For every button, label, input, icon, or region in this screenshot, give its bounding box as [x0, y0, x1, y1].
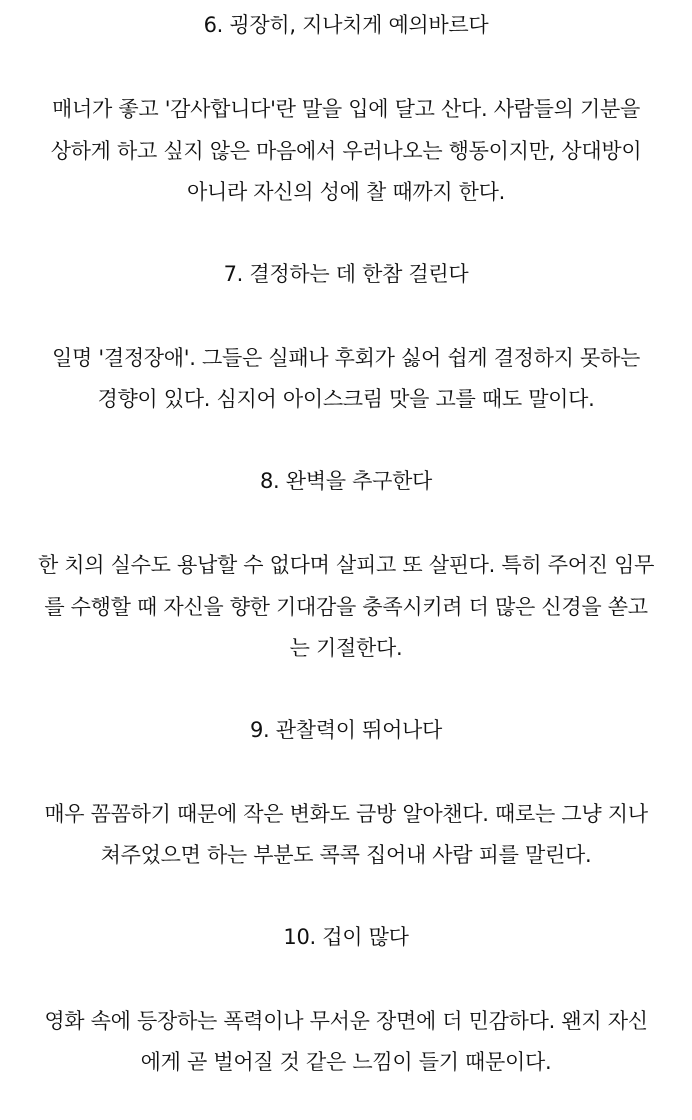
paragraph-line: 매너가 좋고 '감사합니다'란 말을 입에 달고 산다. 사람들의 기분을 — [52, 97, 640, 121]
paragraph-line: 아니라 자신의 성에 찰 때까지 한다. — [186, 180, 506, 204]
paragraph-line: 는 기절한다. — [289, 636, 403, 660]
section-heading: 8. 완벽을 추구한다 — [259, 469, 433, 493]
paragraph-line: 를 수행할 때 자신을 향한 기대감을 충족시키려 더 많은 신경을 쏟고 — [44, 595, 648, 619]
section-heading: 6. 굉장히, 지나치게 예의바르다 — [203, 13, 489, 37]
paragraph-line: 에게 곧 벌어질 것 같은 느낌이 들기 때문이다. — [140, 1050, 552, 1074]
paragraph-line: 매우 꼼꼼하기 때문에 작은 변화도 금방 알아챈다. 때로는 그냥 지나 — [44, 802, 648, 826]
paragraph-line: 한 치의 실수도 용납할 수 없다며 살피고 또 살핀다. 특히 주어진 임무 — [37, 553, 655, 577]
section-heading: 9. 관찰력이 뛰어나다 — [249, 718, 443, 742]
paragraph-line: 쳐주었으면 하는 부분도 콕콕 집어내 사람 피를 말린다. — [100, 843, 592, 867]
section-heading: 7. 결정하는 데 한참 걸린다 — [223, 262, 469, 286]
paragraph-line: 경향이 있다. 심지어 아이스크림 맛을 고를 때도 말이다. — [97, 387, 595, 411]
paragraph-line: 일명 '결정장애'. 그들은 실패나 후회가 싫어 쉽게 결정하지 못하는 — [52, 346, 640, 370]
section-heading: 10. 겁이 많다 — [283, 925, 409, 949]
paragraph-line: 상하게 하고 싶지 않은 마음에서 우러나오는 행동이지만, 상대방이 — [50, 139, 642, 163]
paragraph-line: 영화 속에 등장하는 폭력이나 무서운 장면에 더 민감하다. 왠지 자신 — [44, 1009, 648, 1033]
